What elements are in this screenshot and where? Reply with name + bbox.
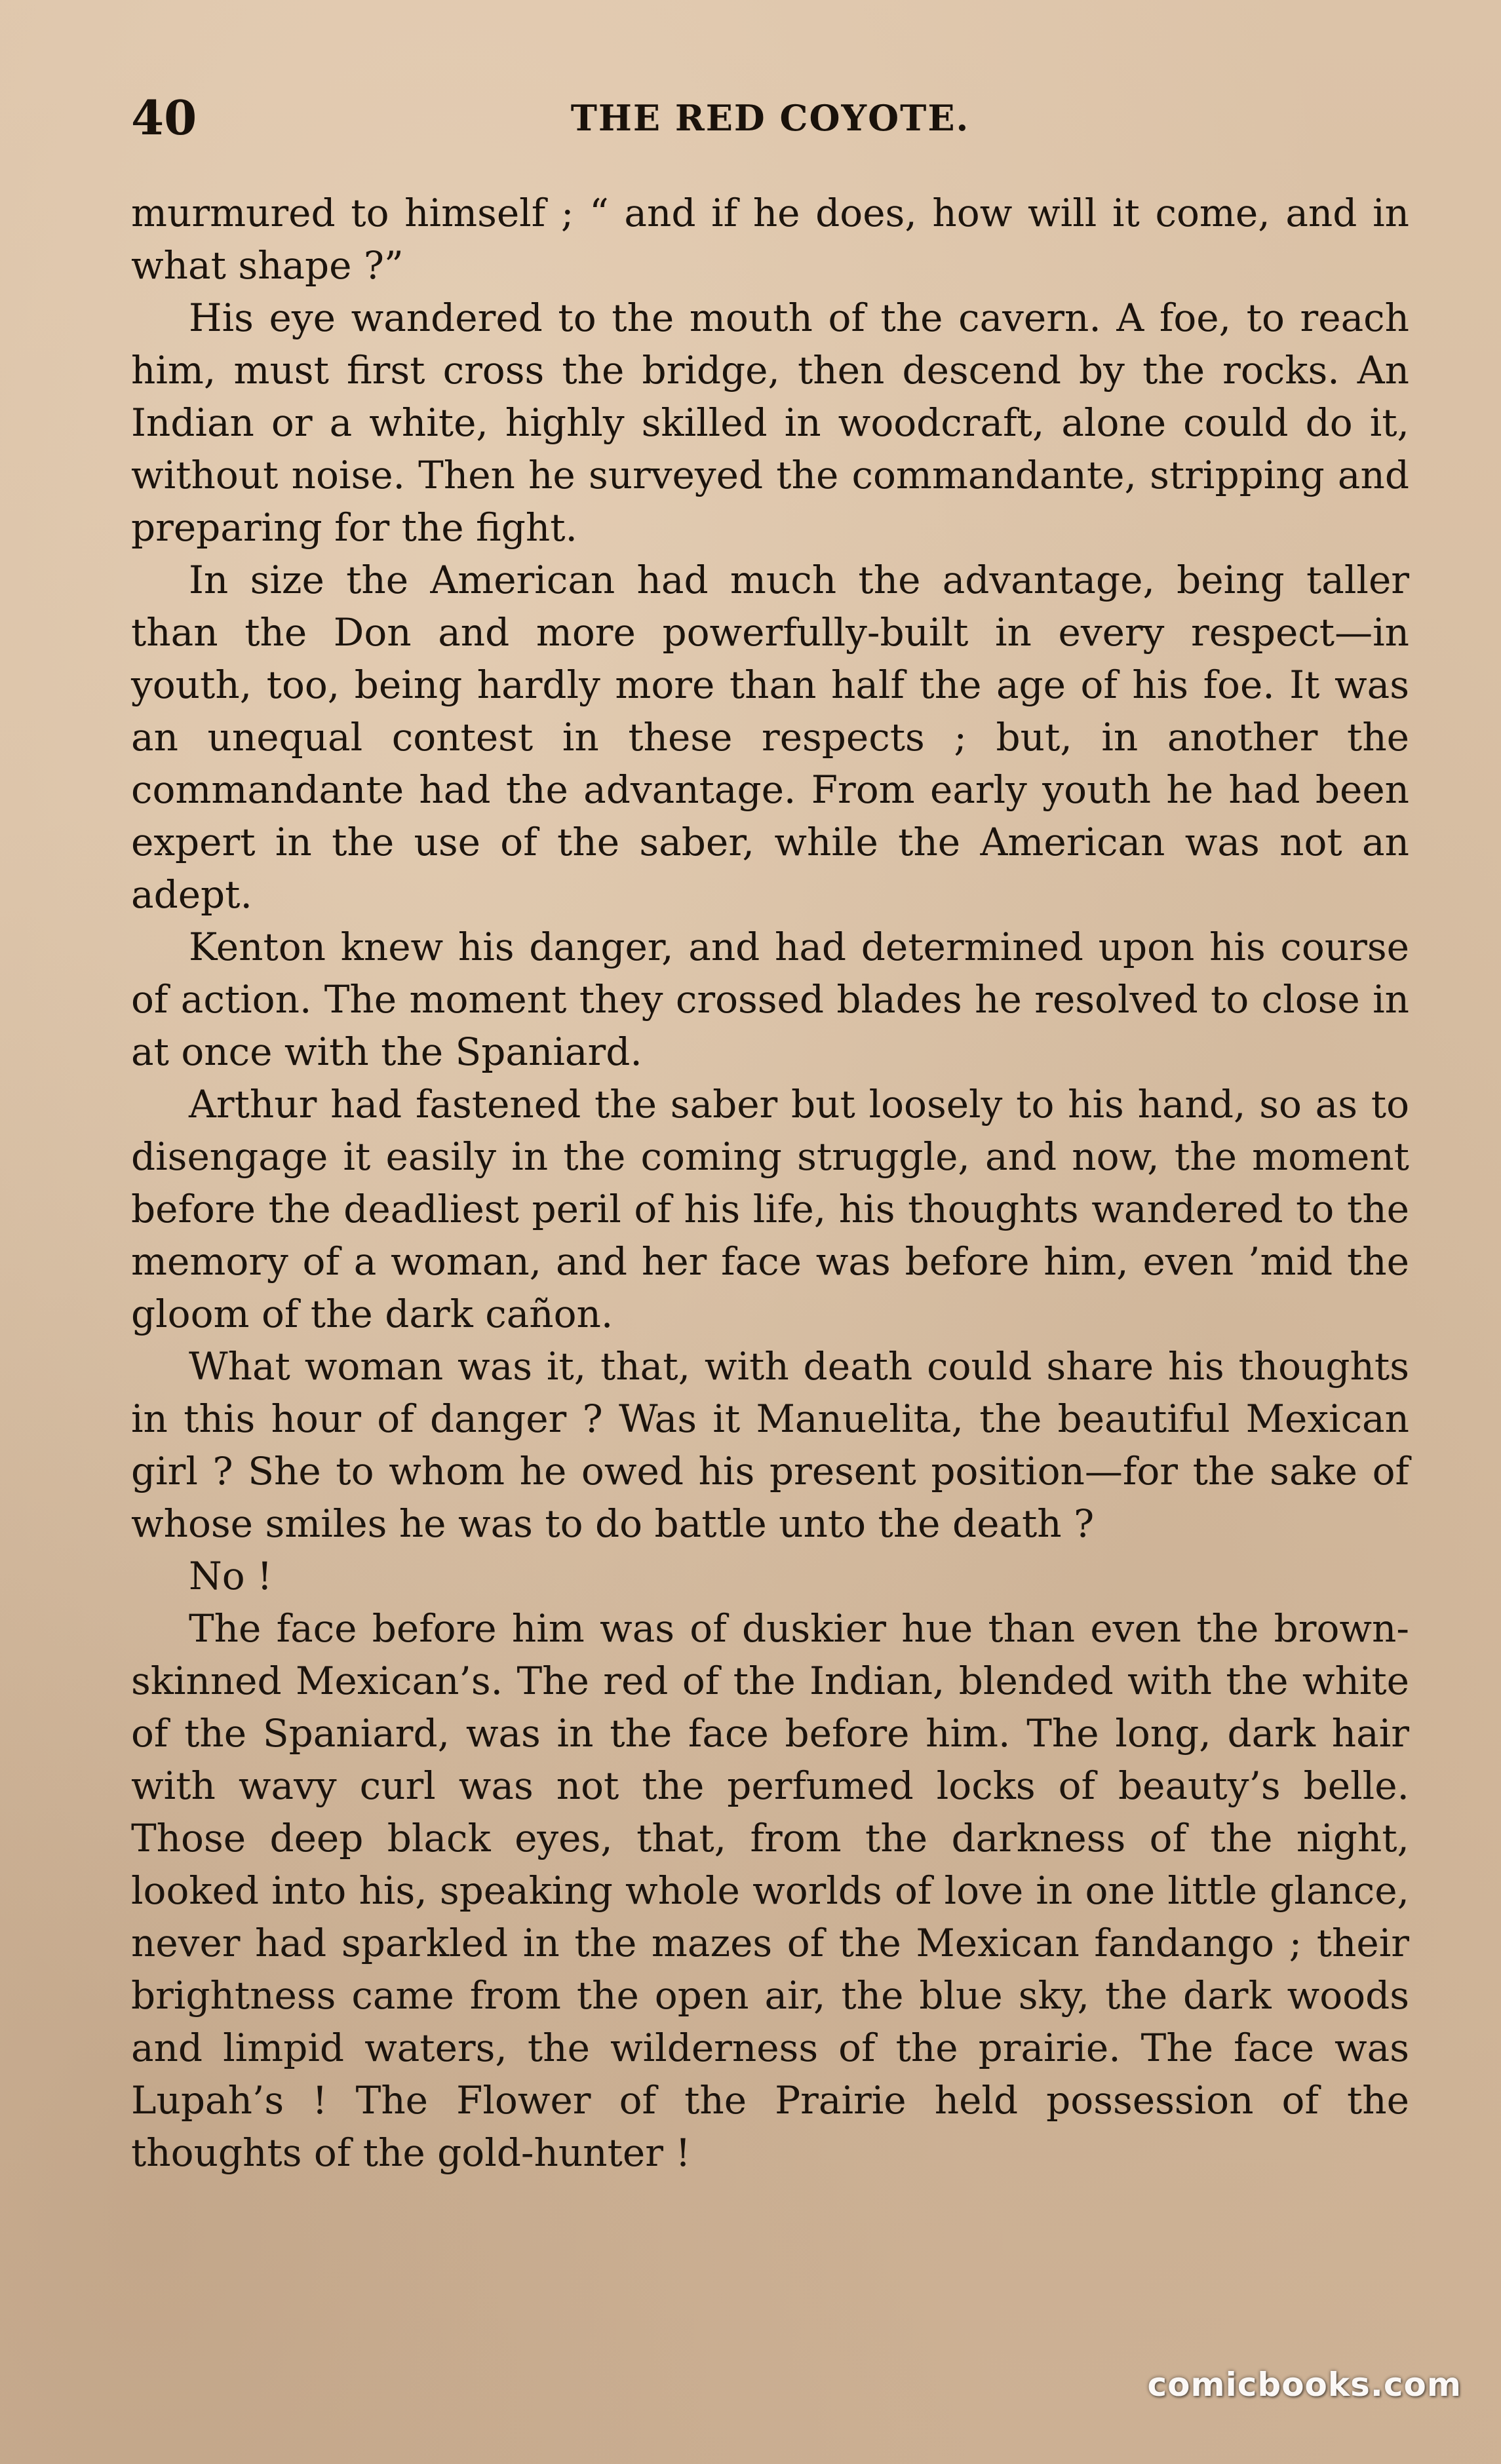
paragraph: Arthur had fastened the saber but loosely to his hand, so as to disengage it easily in the coming struggle, and now, the moment before the deadliest peril of his life, his thoughts wandered to the memory of a woman, and her face was before him, even ’mid the gloom of the dark cañon. <box>131 1082 1409 1336</box>
paragraph: His eye wandered to the mouth of the cavern. A foe, to reach him, must first cross the bridge, then descend by the rocks. An Indian or a white, highly skilled in woodcraft, alone could do it, without noise. Then he surveyed the commandante, stripping and preparing for the fight. <box>131 296 1409 550</box>
paragraph: In size the American had much the advantage, being taller than the Don and more powerfully-built in every respect—in youth, too, being hardly more than half the age of his foe. It was an unequal contest in these respects ; but, in another the commandante had the advantage. From early youth he had been expert in the use of the saber, while the American was not an adept. <box>131 558 1409 917</box>
body-text <box>131 187 1409 2179</box>
page-header <box>131 85 1409 151</box>
page-number: 40 <box>131 90 197 145</box>
running-head: THE RED COYOTE. <box>570 97 970 139</box>
paragraph: The face before him was of duskier hue than even the brown-skinned Mexican’s. The red of the Indian, blended with the white of the Spaniard, was in the face before him. The long, dark hair with wavy curl was not the perfumed locks of beauty’s belle. Those deep black eyes, that, from the darkness of the night, looked into his, speaking whole worlds of love in one little glance, never had sparkled in the mazes of the Mexican fandango ; their brightness came from the open air, the blue sky, the dark woods and limpid waters, the wilderness of the prairie. The face was Lupah’s ! The Flower of the Prairie held possession of the thoughts of the gold-hunter ! <box>131 1606 1409 2175</box>
paragraph: What woman was it, that, with death could share his thoughts in this hour of danger ? Was it Manuelita, the beautiful Mexican girl ? She to whom he owed his present position—for the sake of whose smiles he was to do battle unto the death ? <box>131 1344 1409 1546</box>
watermark: comicbooks.com <box>1147 2366 1462 2404</box>
paragraph: Kenton knew his danger, and had determined upon his course of action. The moment they crossed blades he resolved to close in at once with the Spaniard. <box>131 925 1409 1074</box>
paragraph: murmured to himself ; “ and if he does, how will it come, and in what shape ?” <box>131 191 1409 288</box>
paragraph: No ! <box>189 1554 273 1598</box>
